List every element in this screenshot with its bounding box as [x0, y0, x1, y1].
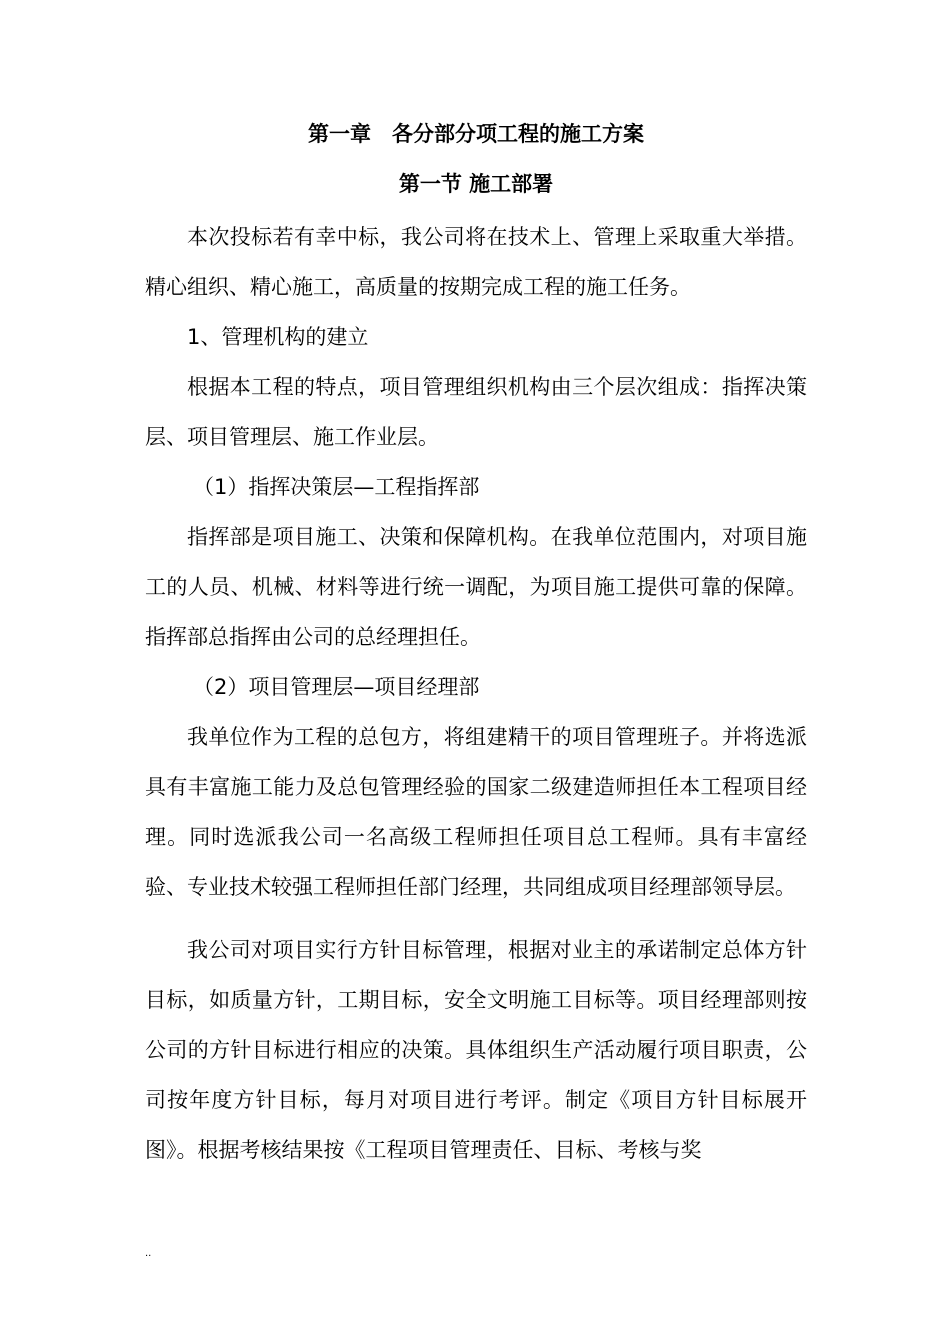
heading-project-management-level: （2）项目管理层—项目经理部 [193, 675, 480, 699]
heading-management-structure: 1、管理机构的建立 [187, 325, 369, 349]
paragraph-policy-management: 我公司对项目实行方针目标管理，根据对业主的承诺制定总体方针目标，如质量方针，工期目标，安全文明施工目标等。项目经理部则按公司的方针目标进行相应的决策。具体组织生产活动履行项目职责，公司按年度方针目标，每月对项目进行考评。制定《项目方针目标展开图》。根据考核结果按《工程项目管理责任、目标、考核与奖 [145, 938, 807, 1162]
heading-command-level: （1）指挥决策层—工程指挥部 [193, 475, 480, 499]
chapter-title: 第一章 各分部分项工程的施工方案 [308, 122, 644, 146]
paragraph-command-hq: 指挥部是项目施工、决策和保障机构。在我单位范围内，对项目施工的人员、机械、材料等进行统一调配，为项目施工提供可靠的保障。指挥部总指挥由公司的总经理担任。 [145, 525, 807, 649]
paragraph-project-manager: 我单位作为工程的总包方，将组建精干的项目管理班子。并将选派具有丰富施工能力及总包管理经验的国家二级建造师担任本工程项目经理。同时选派我公司一名高级工程师担任项目总工程师。具有丰富经验、专业技术较强工程师担任部门经理，共同组成项目经理部领导层。 [145, 725, 807, 899]
footer-mark: .. [145, 1248, 152, 1259]
paragraph-intro: 本次投标若有幸中标，我公司将在技术上、管理上采取重大举措。精心组织、精心施工，高质量的按期完成工程的施工任务。 [145, 225, 807, 299]
document-body [145, 116, 807, 1175]
paragraph-three-levels: 根据本工程的特点，项目管理组织机构由三个层次组成：指挥决策层、项目管理层、施工作业层。 [145, 375, 807, 449]
section-title: 第一节 施工部署 [398, 172, 554, 196]
